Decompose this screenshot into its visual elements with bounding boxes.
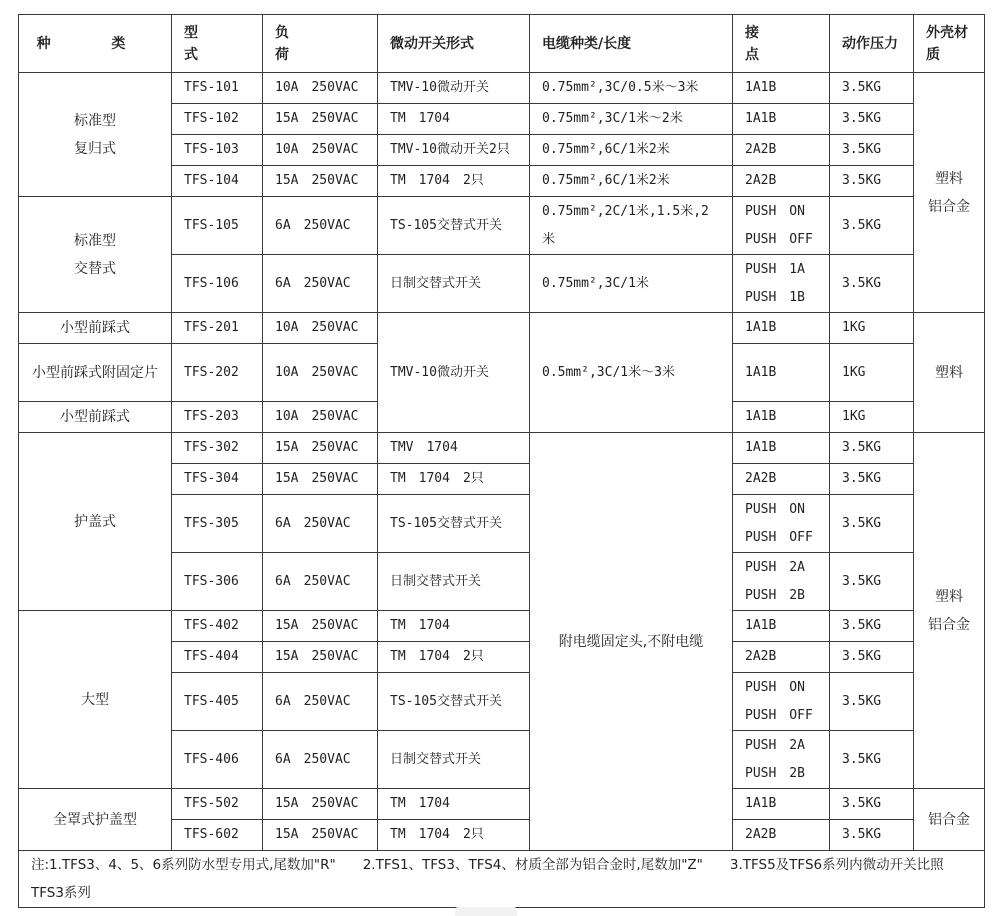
contact-cell: 1A1B xyxy=(733,402,830,433)
model-cell: TFS-102 xyxy=(172,104,263,135)
load-cell: 15A 250VAC xyxy=(263,166,378,197)
switch-cell: TS-105交替式开关 xyxy=(378,495,530,553)
header-contact: 接 点 xyxy=(733,15,830,73)
model-cell: TFS-406 xyxy=(172,731,263,789)
material-cell: 塑料 铝合金 xyxy=(914,433,985,789)
switch-cell: TM 1704 2只 xyxy=(378,166,530,197)
load-cell: 10A 250VAC xyxy=(263,344,378,402)
pressure-cell: 3.5KG xyxy=(830,464,914,495)
switch-cell: TM 1704 2只 xyxy=(378,642,530,673)
bottom-edge-tab xyxy=(455,907,517,916)
table-row xyxy=(19,789,985,820)
load-cell: 6A 250VAC xyxy=(263,197,378,255)
load-cell: 10A 250VAC xyxy=(263,73,378,104)
pressure-cell: 3.5KG xyxy=(830,73,914,104)
category-cell: 护盖式 xyxy=(19,433,172,611)
switch-cell: TM 1704 2只 xyxy=(378,820,530,851)
model-cell: TFS-106 xyxy=(172,255,263,313)
switch-cell: TMV 1704 xyxy=(378,433,530,464)
load-cell: 6A 250VAC xyxy=(263,495,378,553)
pressure-cell: 3.5KG xyxy=(830,642,914,673)
pressure-cell: 3.5KG xyxy=(830,135,914,166)
cable-cell: 0.5mm²,3C/1米～3米 xyxy=(530,313,733,433)
note-row xyxy=(19,851,985,908)
load-cell: 15A 250VAC xyxy=(263,433,378,464)
contact-cell: PUSH 2A PUSH 2B xyxy=(733,553,830,611)
contact-cell: 1A1B xyxy=(733,313,830,344)
pressure-cell: 3.5KG xyxy=(830,255,914,313)
pressure-cell: 3.5KG xyxy=(830,104,914,135)
material-cell: 铝合金 xyxy=(914,789,985,851)
header-category: 种 类 xyxy=(19,15,172,73)
header-model: 型 式 xyxy=(172,15,263,73)
category-cell: 大型 xyxy=(19,611,172,789)
load-cell: 6A 250VAC xyxy=(263,255,378,313)
header-load: 负 荷 xyxy=(263,15,378,73)
category-cell: 标准型 复归式 xyxy=(19,73,172,197)
switch-cell: TM 1704 xyxy=(378,789,530,820)
switch-cell: TS-105交替式开关 xyxy=(378,197,530,255)
load-cell: 10A 250VAC xyxy=(263,135,378,166)
pressure-cell: 3.5KG xyxy=(830,789,914,820)
header-switch-type: 微动开关形式 xyxy=(378,15,530,73)
material-cell: 塑料 xyxy=(914,313,985,433)
category-cell: 全罩式护盖型 xyxy=(19,789,172,851)
contact-cell: 1A1B xyxy=(733,611,830,642)
load-cell: 6A 250VAC xyxy=(263,553,378,611)
load-cell: 6A 250VAC xyxy=(263,731,378,789)
contact-cell: 1A1B xyxy=(733,789,830,820)
category-cell: 小型前踩式附固定片 xyxy=(19,344,172,402)
load-cell: 15A 250VAC xyxy=(263,820,378,851)
header-pressure: 动作压力 xyxy=(830,15,914,73)
switch-cell: TMV-10微动开关 xyxy=(378,313,530,433)
switch-cell: TM 1704 xyxy=(378,611,530,642)
model-cell: TFS-306 xyxy=(172,553,263,611)
pressure-cell: 3.5KG xyxy=(830,553,914,611)
table-row xyxy=(19,73,985,104)
contact-cell: 2A2B xyxy=(733,642,830,673)
cable-cell: 0.75mm²,6C/1米2米 xyxy=(530,135,733,166)
contact-cell: 1A1B xyxy=(733,73,830,104)
contact-cell: 1A1B xyxy=(733,433,830,464)
contact-cell: 2A2B xyxy=(733,166,830,197)
contact-cell: 1A1B xyxy=(733,344,830,402)
contact-cell: PUSH 2A PUSH 2B xyxy=(733,731,830,789)
table-row xyxy=(19,433,985,464)
contact-cell: 2A2B xyxy=(733,135,830,166)
load-cell: 15A 250VAC xyxy=(263,642,378,673)
header-cable: 电缆种类/长度 xyxy=(530,15,733,73)
model-cell: TFS-202 xyxy=(172,344,263,402)
pressure-cell: 1KG xyxy=(830,402,914,433)
load-cell: 10A 250VAC xyxy=(263,313,378,344)
load-cell: 6A 250VAC xyxy=(263,673,378,731)
pressure-cell: 1KG xyxy=(830,313,914,344)
category-cell: 小型前踩式 xyxy=(19,313,172,344)
switch-cell: 日制交替式开关 xyxy=(378,255,530,313)
model-cell: TFS-302 xyxy=(172,433,263,464)
contact-cell: PUSH ON PUSH OFF xyxy=(733,197,830,255)
cable-cell: 0.75mm²,3C/1米～2米 xyxy=(530,104,733,135)
cable-cell: 0.75mm²,2C/1米,1.5米,2米 xyxy=(530,197,733,255)
load-cell: 15A 250VAC xyxy=(263,464,378,495)
switch-cell: TS-105交替式开关 xyxy=(378,673,530,731)
model-cell: TFS-502 xyxy=(172,789,263,820)
pressure-cell: 3.5KG xyxy=(830,731,914,789)
switch-cell: TM 1704 xyxy=(378,104,530,135)
model-cell: TFS-101 xyxy=(172,73,263,104)
model-cell: TFS-404 xyxy=(172,642,263,673)
switch-cell: 日制交替式开关 xyxy=(378,731,530,789)
load-cell: 15A 250VAC xyxy=(263,104,378,135)
category-cell: 标准型 交替式 xyxy=(19,197,172,313)
pressure-cell: 3.5KG xyxy=(830,197,914,255)
cable-cell: 0.75mm²,3C/1米 xyxy=(530,255,733,313)
model-cell: TFS-305 xyxy=(172,495,263,553)
contact-cell: PUSH ON PUSH OFF xyxy=(733,673,830,731)
category-cell: 小型前踩式 xyxy=(19,402,172,433)
switch-cell: TM 1704 2只 xyxy=(378,464,530,495)
spec-table xyxy=(18,14,985,908)
model-cell: TFS-405 xyxy=(172,673,263,731)
pressure-cell: 3.5KG xyxy=(830,611,914,642)
contact-cell: 2A2B xyxy=(733,820,830,851)
model-cell: TFS-103 xyxy=(172,135,263,166)
switch-cell: TMV-10微动开关 xyxy=(378,73,530,104)
contact-cell: PUSH 1A PUSH 1B xyxy=(733,255,830,313)
pressure-cell: 3.5KG xyxy=(830,433,914,464)
cable-cell: 0.75mm²,6C/1米2米 xyxy=(530,166,733,197)
pressure-cell: 3.5KG xyxy=(830,495,914,553)
load-cell: 15A 250VAC xyxy=(263,789,378,820)
pressure-cell: 1KG xyxy=(830,344,914,402)
load-cell: 15A 250VAC xyxy=(263,611,378,642)
model-cell: TFS-104 xyxy=(172,166,263,197)
table-row xyxy=(19,611,985,642)
pressure-cell: 3.5KG xyxy=(830,673,914,731)
contact-cell: PUSH ON PUSH OFF xyxy=(733,495,830,553)
cable-cell: 附电缆固定头,不附电缆 xyxy=(530,433,733,851)
header-material: 外壳材质 xyxy=(914,15,985,73)
contact-cell: 1A1B xyxy=(733,104,830,135)
model-cell: TFS-203 xyxy=(172,402,263,433)
table-row xyxy=(19,313,985,344)
switch-cell: 日制交替式开关 xyxy=(378,553,530,611)
header-row xyxy=(19,15,985,73)
table-row xyxy=(19,197,985,255)
material-cell: 塑料 铝合金 xyxy=(914,73,985,313)
model-cell: TFS-304 xyxy=(172,464,263,495)
switch-cell: TMV-10微动开关2只 xyxy=(378,135,530,166)
pressure-cell: 3.5KG xyxy=(830,166,914,197)
contact-cell: 2A2B xyxy=(733,464,830,495)
model-cell: TFS-602 xyxy=(172,820,263,851)
footnote: 注:1.TFS3、4、5、6系列防水型专用式,尾数加"R" 2.TFS1、TFS3、TFS4、材质全部为铝合金时,尾数加"Z" 3.TFS5及TFS6系列内微动开关比照TFS3系列 xyxy=(19,851,985,908)
model-cell: TFS-105 xyxy=(172,197,263,255)
load-cell: 10A 250VAC xyxy=(263,402,378,433)
model-cell: TFS-402 xyxy=(172,611,263,642)
cable-cell: 0.75mm²,3C/0.5米～3米 xyxy=(530,73,733,104)
pressure-cell: 3.5KG xyxy=(830,820,914,851)
model-cell: TFS-201 xyxy=(172,313,263,344)
